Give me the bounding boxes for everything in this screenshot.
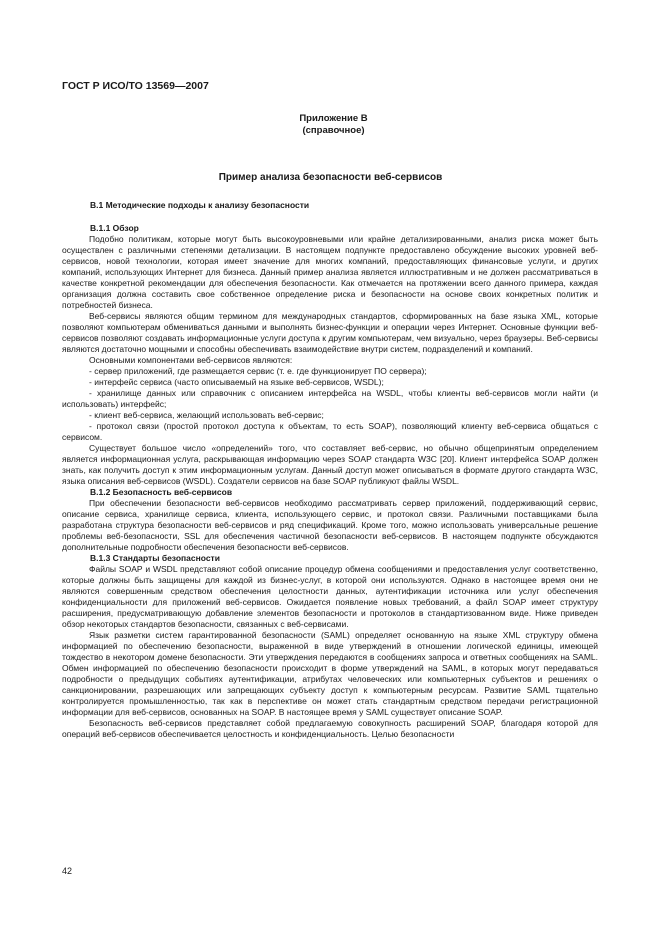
document-body [62, 200, 598, 740]
paragraph: Веб-сервисы являются общим термином для международных стандартов, сформированных на базе языка XML, которые позволяют компьютерам обмениваться данными и выполнять бизнес-функции и операции через Интернет. Основные функции веб-сервисов позволяют создавать информационные услуги доступа к другим компьютерам, чем визуально, через браузеры. Веб-сервисы являются достаточно мощными и способны обеспечивать взаимодействие внутри систем, подразделений и компаний. [62, 311, 598, 354]
paragraph: Безопасность веб-сервисов представляет собой предлагаемую совокупность расширений SOAP, благодаря которой для операций веб-сервисов обеспечивается целостность и конфиденциальность. Целью безопасности [62, 718, 598, 739]
page-title: Пример анализа безопасности веб-сервисов [218, 172, 443, 183]
paragraph: Подобно политикам, которые могут быть высокоуровневыми или крайне детализированными, анализ риска может быть осуществлен с различными степенями детализации. В настоящем подпункте предоставлено обсуждение высоких уровней веб-сервисов, новой технологии, которая имеет значение для многих компаний, предоставляющих финансовые услуги, и других компаний, использующих Интернет для бизнеса. Данный пример анализа является иллюстративным и не должен рассматриваться в качестве конкретной рекомендации для обеспечения безопасности. Как отмечается на протяжении всего данного примера, каждая организация должна составить свое собственное определение риска и безопасности на основе своих конкретных политик и потребностей бизнеса. [62, 234, 598, 310]
appendix-heading [0, 113, 661, 137]
paragraph: Язык разметки систем гарантированной безопасности (SAML) определяет основанную на языке XML структуру обмена информацией по обеспечению безопасности, выраженной в виде утверждений в отношении логической единицы, имеющей тождество в некотором домене безопасности. Эти утверждения передаются в сообщениях запроса и ответных сообщениях на SAML. Обмен информацией по обеспечению безопасности происходит в форме утверждений на SAML, в которых могут передаваться подробности о предыдущих событиях аутентификации, атрибутах человеческих или компьютерных субъектов и решениях о санкционировании, разрешающих или запрещающих субъекту доступ к компьютерным ресурсам. Развитие SAML тщательно контролируется промышленностью, так как в перспективе он может стать стандартным средством передачи регистрационной информации для веб-сервисов, основанных на SOAP. В настоящее время у SAML существует описание SOAP. [62, 630, 598, 717]
list-item: - протокол связи (простой протокол доступа к объектам, то есть SOAP), позволяющий клиенту веб-сервиса общаться с сервисом. [62, 421, 598, 442]
list-item: - интерфейс сервиса (часто описываемый на языке веб-сервисов, WSDL); [89, 377, 384, 387]
page-number: 42 [62, 866, 73, 876]
section-heading: В.1 Методические подходы к анализу безопасности [90, 200, 310, 210]
paragraph: Существует большое число «определений» того, что составляет веб-сервис, но обычно общепринятым определением является информационная услуга, раскрывающая информацию через SOAP стандарта W3C [20]. Клиент интерфейса SOAP должен знать, как получить доступ к этим информационным услугам. Данный доступ может описываться в формате другого стандарта W3C, языка описания веб-сервисов (WSDL). Создатели сервисов на базе SOAP публикуют файлы WSDL. [62, 443, 598, 486]
paragraph: Основными компонентами веб-сервисов являются: [89, 355, 293, 365]
appendix-kind: (справочное) [302, 125, 365, 136]
list-item: - сервер приложений, где размещается сервис (т. е. где функционирует ПО сервера); [89, 366, 427, 376]
list-item: - клиент веб-сервиса, желающий использовать веб-сервис; [89, 410, 324, 420]
paragraph: При обеспечении безопасности веб-сервисов необходимо рассматривать сервер приложений, поддерживающий сервис, описание сервиса, хранилище сервиса, клиента, использующего сервис, и протокол связи. Различными поставщиками была разработана структура безопасности веб-сервисов и ряд спецификаций. Кроме того, можно использовать универсальные решение проблемы веб-безопасности, SSL для обеспечения частичной безопасности веб-сервисов. В настоящем подпункте обсуждаются дополнительные подробности обеспечения безопасности веб-сервисов. [62, 498, 598, 552]
document-code: ГОСТ Р ИСО/ТО 13569—2007 [62, 80, 209, 92]
paragraph: Файлы SOAP и WSDL представляют собой описание процедур обмена сообщениями и предоставления услуг соответственно, которые должны быть защищены для каждой из бизнес-услуг, в которой они используются. Однако в настоящее время они не являются совершенным средством обеспечения целостности данных, аутентификации источника или услуг обеспечения конфиденциальности для приложений веб-сервисов. Ожидается появление новых требований, а файл SOAP имеет структуру расширения, предусматривающую добавление элементов безопасности и протоколов в стандартизованном виде. Ниже приведен обзор некоторых стандартов безопасности, связанных с веб-сервисами. [62, 564, 598, 629]
subsection-heading-security: В.1.2 Безопасность веб-сервисов [90, 487, 233, 497]
list-item: - хранилище данных или справочник с описанием интерфейса на WSDL, чтобы клиенты веб-сервисов могли найти (и использовать) интерфейс; [62, 388, 598, 409]
subsection-heading-overview: В.1.1 Обзор [90, 223, 139, 233]
appendix-label: Приложение В [299, 113, 368, 124]
subsection-heading-standards: В.1.3 Стандарты безопасности [90, 553, 220, 563]
